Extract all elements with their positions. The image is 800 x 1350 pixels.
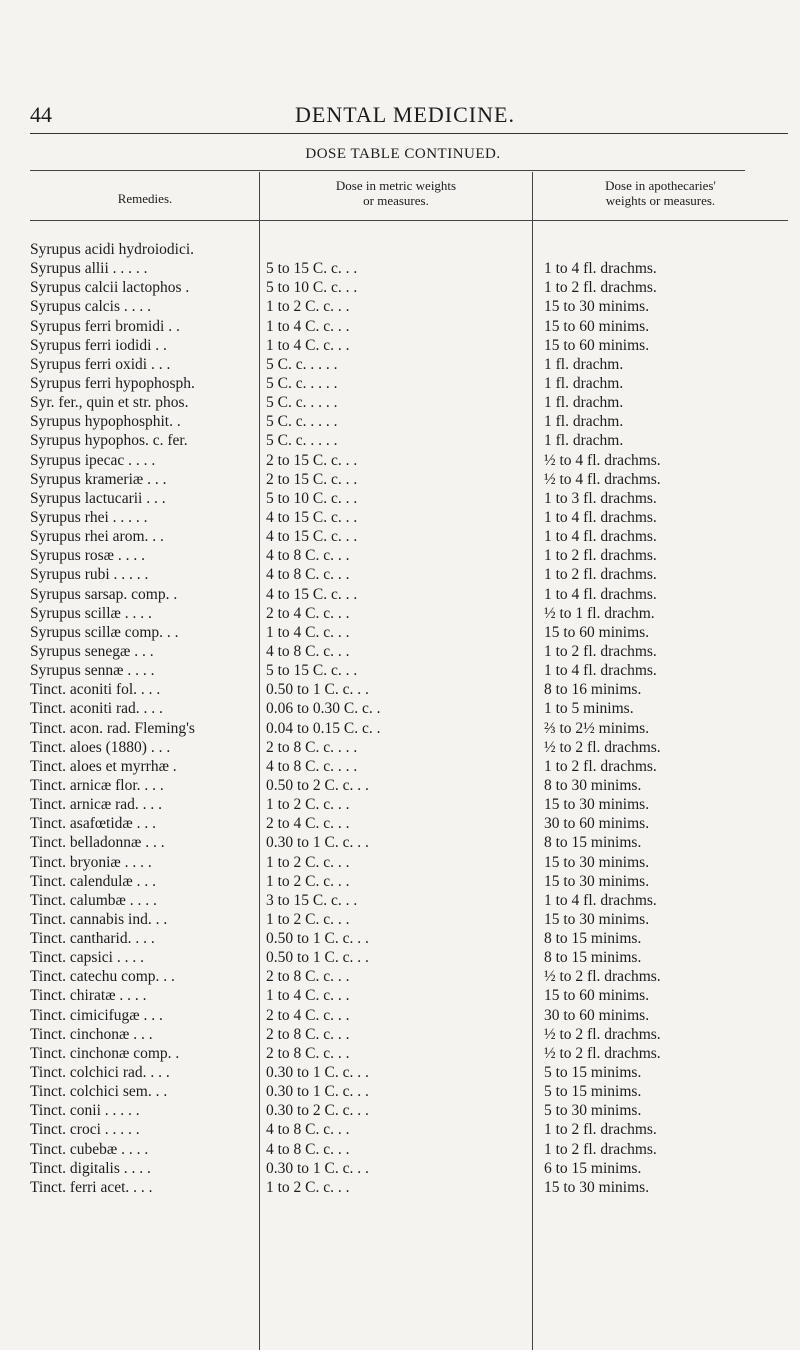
table-row — [0, 642, 800, 661]
table-row — [0, 699, 800, 718]
caption-rule — [30, 170, 745, 171]
remedy-cell: Syrupus rhei arom. . . — [30, 528, 164, 546]
remedy-cell: Tinct. aloes et myrrhæ . — [30, 757, 177, 775]
apothecary-dose-cell: 1 to 2 fl. drachms. — [544, 279, 657, 297]
table-row — [0, 565, 800, 584]
table-row — [0, 948, 800, 967]
table-row — [0, 1025, 800, 1044]
remedy-cell: Tinct. cannabis ind. . . — [30, 910, 168, 928]
remedy-cell: Syrupus ferri hypophosph. — [30, 374, 195, 392]
metric-dose-cell: 1 to 2 C. c. . . — [266, 872, 350, 890]
apothecary-dose-cell: 15 to 30 minims. — [544, 796, 650, 814]
remedy-cell: Syr. fer., quin et str. phos. — [30, 394, 189, 412]
page-number: 44 — [30, 102, 52, 127]
apothecary-dose-cell: 1 to 2 fl. drachms. — [544, 566, 657, 584]
remedy-cell: Tinct. belladonnæ . . . — [30, 834, 165, 852]
remedy-cell: Syrupus lactucarii . . . — [30, 489, 166, 507]
apothecary-dose-cell: 1 to 2 fl. drachms. — [544, 1121, 657, 1139]
metric-dose-cell: 4 to 8 C. c. . . — [266, 1140, 350, 1158]
table-row — [0, 814, 800, 833]
remedy-cell: Tinct. croci . . . . . — [30, 1121, 140, 1139]
table-row — [0, 1178, 800, 1197]
table-row — [0, 259, 800, 278]
remedy-cell: Tinct. catechu comp. . . — [30, 968, 175, 986]
apothecary-dose-cell: ½ to 2 fl. drachms. — [544, 738, 661, 756]
metric-dose-cell: 0.50 to 1 C. c. . . — [266, 681, 369, 699]
remedy-cell: Syrupus krameriæ . . . — [30, 470, 167, 488]
apothecary-dose-cell: 1 fl. drachm. — [544, 413, 624, 431]
metric-dose-cell: 4 to 8 C. c. . . — [266, 642, 350, 660]
metric-dose-cell: 2 to 4 C. c. . . — [266, 815, 350, 833]
table-row — [0, 374, 800, 393]
remedy-cell: Syrupus rhei . . . . . — [30, 508, 148, 526]
table-row — [0, 623, 800, 642]
apothecary-dose-cell: 1 to 4 fl. drachms. — [544, 662, 657, 680]
apothecary-dose-cell: 6 to 15 minims. — [544, 1159, 642, 1177]
table-row — [0, 986, 800, 1005]
table-row — [0, 585, 800, 604]
remedy-cell: Syrupus ferri iodidi . . — [30, 336, 167, 354]
metric-dose-cell: 0.30 to 1 C. c. . . — [266, 1064, 369, 1082]
table-row — [0, 431, 800, 450]
table-row — [0, 1006, 800, 1025]
remedy-cell: Syrupus rosæ . . . . — [30, 547, 145, 565]
table-row — [0, 546, 800, 565]
remedy-cell: Syrupus senegæ . . . — [30, 642, 154, 660]
metric-dose-cell: 0.30 to 1 C. c. . . — [266, 1083, 369, 1101]
remedy-cell: Tinct. cinchonæ . . . — [30, 1025, 153, 1043]
remedy-cell: Syrupus hypophos. c. fer. — [30, 432, 188, 450]
remedy-cell: Tinct. calumbæ . . . . — [30, 891, 157, 909]
apothecary-dose-cell: 8 to 15 minims. — [544, 834, 642, 852]
running-head: DENTAL MEDICINE. — [295, 102, 515, 127]
column-header-metric-line1: Dose in metric weights — [335, 178, 457, 193]
metric-dose-cell: 5 to 10 C. c. . . — [266, 489, 358, 507]
apothecary-dose-cell: ½ to 4 fl. drachms. — [544, 470, 661, 488]
table-row — [0, 355, 800, 374]
column-header-apothecaries — [533, 178, 788, 208]
metric-dose-cell: 1 to 2 C. c. . . — [266, 1178, 350, 1196]
table-row — [0, 891, 800, 910]
remedy-cell: Tinct. aconiti fol. . . . — [30, 681, 161, 699]
remedy-cell: Tinct. cinchonæ comp. . — [30, 1044, 180, 1062]
apothecary-dose-cell: 8 to 30 minims. — [544, 776, 642, 794]
header-bottom-rule — [30, 220, 788, 221]
table-caption: DOSE TABLE CONTINUED. — [305, 146, 501, 162]
metric-dose-cell: 4 to 8 C. c. . . . — [266, 757, 358, 775]
apothecary-dose-cell: 15 to 30 minims. — [544, 872, 650, 890]
remedy-cell: Tinct. ferri acet. . . . — [30, 1178, 153, 1196]
metric-dose-cell: 1 to 4 C. c. . . — [266, 987, 350, 1005]
table-row — [0, 1159, 800, 1178]
metric-dose-cell: 4 to 8 C. c. . . — [266, 566, 350, 584]
table-row — [0, 1082, 800, 1101]
remedy-cell: Tinct. digitalis . . . . — [30, 1159, 151, 1177]
metric-dose-cell: 3 to 15 C. c. . . — [266, 891, 358, 909]
metric-dose-cell: 0.50 to 1 C. c. . . — [266, 930, 369, 948]
metric-dose-cell: 1 to 2 C. c. . . — [266, 796, 350, 814]
column-header-metric — [260, 178, 532, 208]
column-header-apoth-line1: Dose in apothecaries' — [605, 178, 716, 193]
remedy-cell: Tinct. aloes (1880) . . . — [30, 738, 171, 756]
metric-dose-cell: 1 to 2 C. c. . . — [266, 853, 350, 871]
apothecary-dose-cell: 1 to 2 fl. drachms. — [544, 642, 657, 660]
metric-dose-cell: 4 to 8 C. c. . . — [266, 547, 350, 565]
metric-dose-cell: 0.30 to 1 C. c. . . — [266, 834, 369, 852]
apothecary-dose-cell: 1 fl. drachm. — [544, 355, 624, 373]
table-row — [0, 719, 800, 738]
metric-dose-cell: 5 C. c. . . . . — [266, 355, 338, 373]
table-row — [0, 853, 800, 872]
apothecary-dose-cell: 15 to 60 minims. — [544, 987, 650, 1005]
apothecary-dose-cell: 1 to 4 fl. drachms. — [544, 508, 657, 526]
remedy-cell: Tinct. capsici . . . . — [30, 949, 144, 967]
metric-dose-cell: 5 to 15 C. c. . . — [266, 260, 358, 278]
remedy-cell: Syrupus sennæ . . . . — [30, 662, 155, 680]
metric-dose-cell: 2 to 4 C. c. . . — [266, 604, 350, 622]
table-row — [0, 412, 800, 431]
column-header-metric-line2: or measures. — [363, 193, 429, 208]
apothecary-dose-cell: 15 to 30 minims. — [544, 298, 650, 316]
remedy-cell: Tinct. cimicifugæ . . . — [30, 1006, 163, 1024]
table-row — [0, 833, 800, 852]
apothecary-dose-cell: 30 to 60 minims. — [544, 815, 650, 833]
metric-dose-cell: 1 to 2 C. c. . . — [266, 910, 350, 928]
table-row — [0, 317, 800, 336]
table-row — [0, 738, 800, 757]
metric-dose-cell: 5 C. c. . . . . — [266, 432, 338, 450]
table-row — [0, 1044, 800, 1063]
table-row — [0, 967, 800, 986]
remedy-cell: Tinct. bryoniæ . . . . — [30, 853, 152, 871]
remedy-cell: Tinct. aconiti rad. . . . — [30, 700, 163, 718]
apothecary-dose-cell: ½ to 2 fl. drachms. — [544, 1044, 661, 1062]
metric-dose-cell: 1 to 4 C. c. . . — [266, 336, 350, 354]
remedy-cell: Tinct. chiratæ . . . . — [30, 987, 147, 1005]
metric-dose-cell: 0.50 to 2 C. c. . . — [266, 776, 369, 794]
apothecary-dose-cell: 1 to 4 fl. drachms. — [544, 260, 657, 278]
remedy-cell: Tinct. arnicæ rad. . . . — [30, 796, 163, 814]
remedy-cell: Tinct. cantharid. . . . — [30, 930, 155, 948]
column-header-apoth-line2: weights or measures. — [605, 193, 716, 208]
remedy-cell: Syrupus acidi hydroiodici. — [30, 241, 195, 258]
metric-dose-cell: 1 to 2 C. c. . . — [266, 298, 350, 316]
remedy-cell: Syrupus allii . . . . . — [30, 260, 148, 278]
apothecary-dose-cell: 1 to 3 fl. drachms. — [544, 489, 657, 507]
apothecary-dose-cell: ½ to 2 fl. drachms. — [544, 1025, 661, 1043]
apothecary-dose-cell: 5 to 15 minims. — [544, 1083, 642, 1101]
apothecary-dose-cell: 5 to 30 minims. — [544, 1102, 642, 1120]
table-row — [0, 661, 800, 680]
remedy-cell: Tinct. cubebæ . . . . — [30, 1140, 149, 1158]
remedy-cell: Tinct. colchici rad. . . . — [30, 1064, 170, 1082]
remedy-cell: Syrupus calcii lactophos . — [30, 279, 190, 297]
table-row — [0, 527, 800, 546]
table-row — [0, 757, 800, 776]
table-row — [0, 470, 800, 489]
apothecary-dose-cell: 15 to 60 minims. — [544, 623, 650, 641]
remedy-cell: Syrupus ipecac . . . . — [30, 451, 156, 469]
remedy-cell: Tinct. acon. rad. Fleming's — [30, 719, 195, 737]
column-header-remedies: Remedies. — [117, 191, 173, 206]
metric-dose-cell: 1 to 4 C. c. . . — [266, 317, 350, 335]
apothecary-dose-cell: 1 fl. drachm. — [544, 374, 624, 392]
metric-dose-cell: 2 to 8 C. c. . . . — [266, 738, 358, 756]
table-row — [0, 278, 800, 297]
table-row — [0, 451, 800, 470]
metric-dose-cell: 2 to 8 C. c. . . — [266, 1025, 350, 1043]
table-row — [0, 604, 800, 623]
apothecary-dose-cell: 1 to 5 minims. — [544, 700, 634, 718]
metric-dose-cell: 0.06 to 0.30 C. c. . — [266, 700, 381, 718]
metric-dose-cell: 5 to 10 C. c. . . — [266, 279, 358, 297]
metric-dose-cell: 2 to 15 C. c. . . — [266, 470, 358, 488]
apothecary-dose-cell: 8 to 15 minims. — [544, 949, 642, 967]
metric-dose-cell: 5 C. c. . . . . — [266, 374, 338, 392]
apothecary-dose-cell: 15 to 60 minims. — [544, 317, 650, 335]
metric-dose-cell: 0.04 to 0.15 C. c. . — [266, 719, 381, 737]
remedy-cell: Tinct. arnicæ flor. . . . — [30, 776, 164, 794]
table-row — [0, 776, 800, 795]
table-row — [0, 1140, 800, 1159]
apothecary-dose-cell: 30 to 60 minims. — [544, 1006, 650, 1024]
metric-dose-cell: 4 to 15 C. c. . . — [266, 508, 358, 526]
apothecary-dose-cell: 1 to 2 fl. drachms. — [544, 547, 657, 565]
remedy-cell: Syrupus calcis . . . . — [30, 298, 151, 316]
table-row — [0, 1120, 800, 1139]
metric-dose-cell: 2 to 4 C. c. . . — [266, 1006, 350, 1024]
remedy-cell: Tinct. colchici sem. . . — [30, 1083, 168, 1101]
table-row — [0, 680, 800, 699]
apothecary-dose-cell: 15 to 60 minims. — [544, 336, 650, 354]
apothecary-dose-cell: ½ to 4 fl. drachms. — [544, 451, 661, 469]
apothecary-dose-cell: 15 to 30 minims. — [544, 853, 650, 871]
apothecary-dose-cell: 1 fl. drachm. — [544, 432, 624, 450]
table-row — [0, 910, 800, 929]
table-row — [0, 508, 800, 527]
table-row — [0, 336, 800, 355]
apothecary-dose-cell: 1 to 4 fl. drachms. — [544, 528, 657, 546]
table-row — [0, 489, 800, 508]
apothecary-dose-cell: 8 to 16 minims. — [544, 681, 642, 699]
metric-dose-cell: 5 C. c. . . . . — [266, 413, 338, 431]
metric-dose-cell: 0.30 to 2 C. c. . . — [266, 1102, 369, 1120]
remedy-cell: Syrupus ferri bromidi . . — [30, 317, 180, 335]
table-row — [0, 872, 800, 891]
metric-dose-cell: 4 to 15 C. c. . . — [266, 585, 358, 603]
remedy-cell: Syrupus scillæ . . . . — [30, 604, 152, 622]
metric-dose-cell: 0.50 to 1 C. c. . . — [266, 949, 369, 967]
apothecary-dose-cell: 15 to 30 minims. — [544, 910, 650, 928]
apothecary-dose-cell: ½ to 2 fl. drachms. — [544, 968, 661, 986]
metric-dose-cell: 0.30 to 1 C. c. . . — [266, 1159, 369, 1177]
apothecary-dose-cell: ⅔ to 2½ minims. — [544, 719, 650, 737]
apothecary-dose-cell: 1 to 4 fl. drachms. — [544, 891, 657, 909]
apothecary-dose-cell: 1 to 4 fl. drachms. — [544, 585, 657, 603]
metric-dose-cell: 5 C. c. . . . . — [266, 394, 338, 412]
apothecary-dose-cell: ½ to 1 fl. drachm. — [544, 604, 655, 622]
apothecary-dose-cell: 1 fl. drachm. — [544, 394, 624, 412]
table-row — [0, 240, 800, 259]
metric-dose-cell: 4 to 15 C. c. . . — [266, 528, 358, 546]
metric-dose-cell: 2 to 8 C. c. . . — [266, 968, 350, 986]
apothecary-dose-cell: 8 to 15 minims. — [544, 930, 642, 948]
remedy-cell: Tinct. asafœtidæ . . . — [30, 815, 157, 833]
apothecary-dose-cell: 5 to 15 minims. — [544, 1064, 642, 1082]
remedy-cell: Syrupus ferri oxidi . . . — [30, 355, 171, 373]
apothecary-dose-cell: 15 to 30 minims. — [544, 1178, 650, 1196]
apothecary-dose-cell: 1 to 2 fl. drachms. — [544, 757, 657, 775]
remedy-cell: Syrupus rubi . . . . . — [30, 566, 149, 584]
table-row — [0, 795, 800, 814]
header-rule — [30, 133, 788, 134]
table-row — [0, 1101, 800, 1120]
metric-dose-cell: 2 to 8 C. c. . . — [266, 1044, 350, 1062]
metric-dose-cell: 4 to 8 C. c. . . — [266, 1121, 350, 1139]
remedy-cell: Syrupus scillæ comp. . . — [30, 623, 179, 641]
remedy-cell: Tinct. conii . . . . . — [30, 1102, 140, 1120]
remedy-cell: Syrupus hypophosphit. . — [30, 413, 181, 431]
table-row — [0, 929, 800, 948]
metric-dose-cell: 5 to 15 C. c. . . — [266, 662, 358, 680]
apothecary-dose-cell: 1 to 2 fl. drachms. — [544, 1140, 657, 1158]
table-row — [0, 297, 800, 316]
dose-table-body — [0, 240, 800, 1197]
remedy-cell: Syrupus sarsap. comp. . — [30, 585, 178, 603]
table-row — [0, 393, 800, 412]
metric-dose-cell: 2 to 15 C. c. . . — [266, 451, 358, 469]
metric-dose-cell: 1 to 4 C. c. . . — [266, 623, 350, 641]
remedy-cell: Tinct. calendulæ . . . — [30, 872, 157, 890]
table-row — [0, 1063, 800, 1082]
